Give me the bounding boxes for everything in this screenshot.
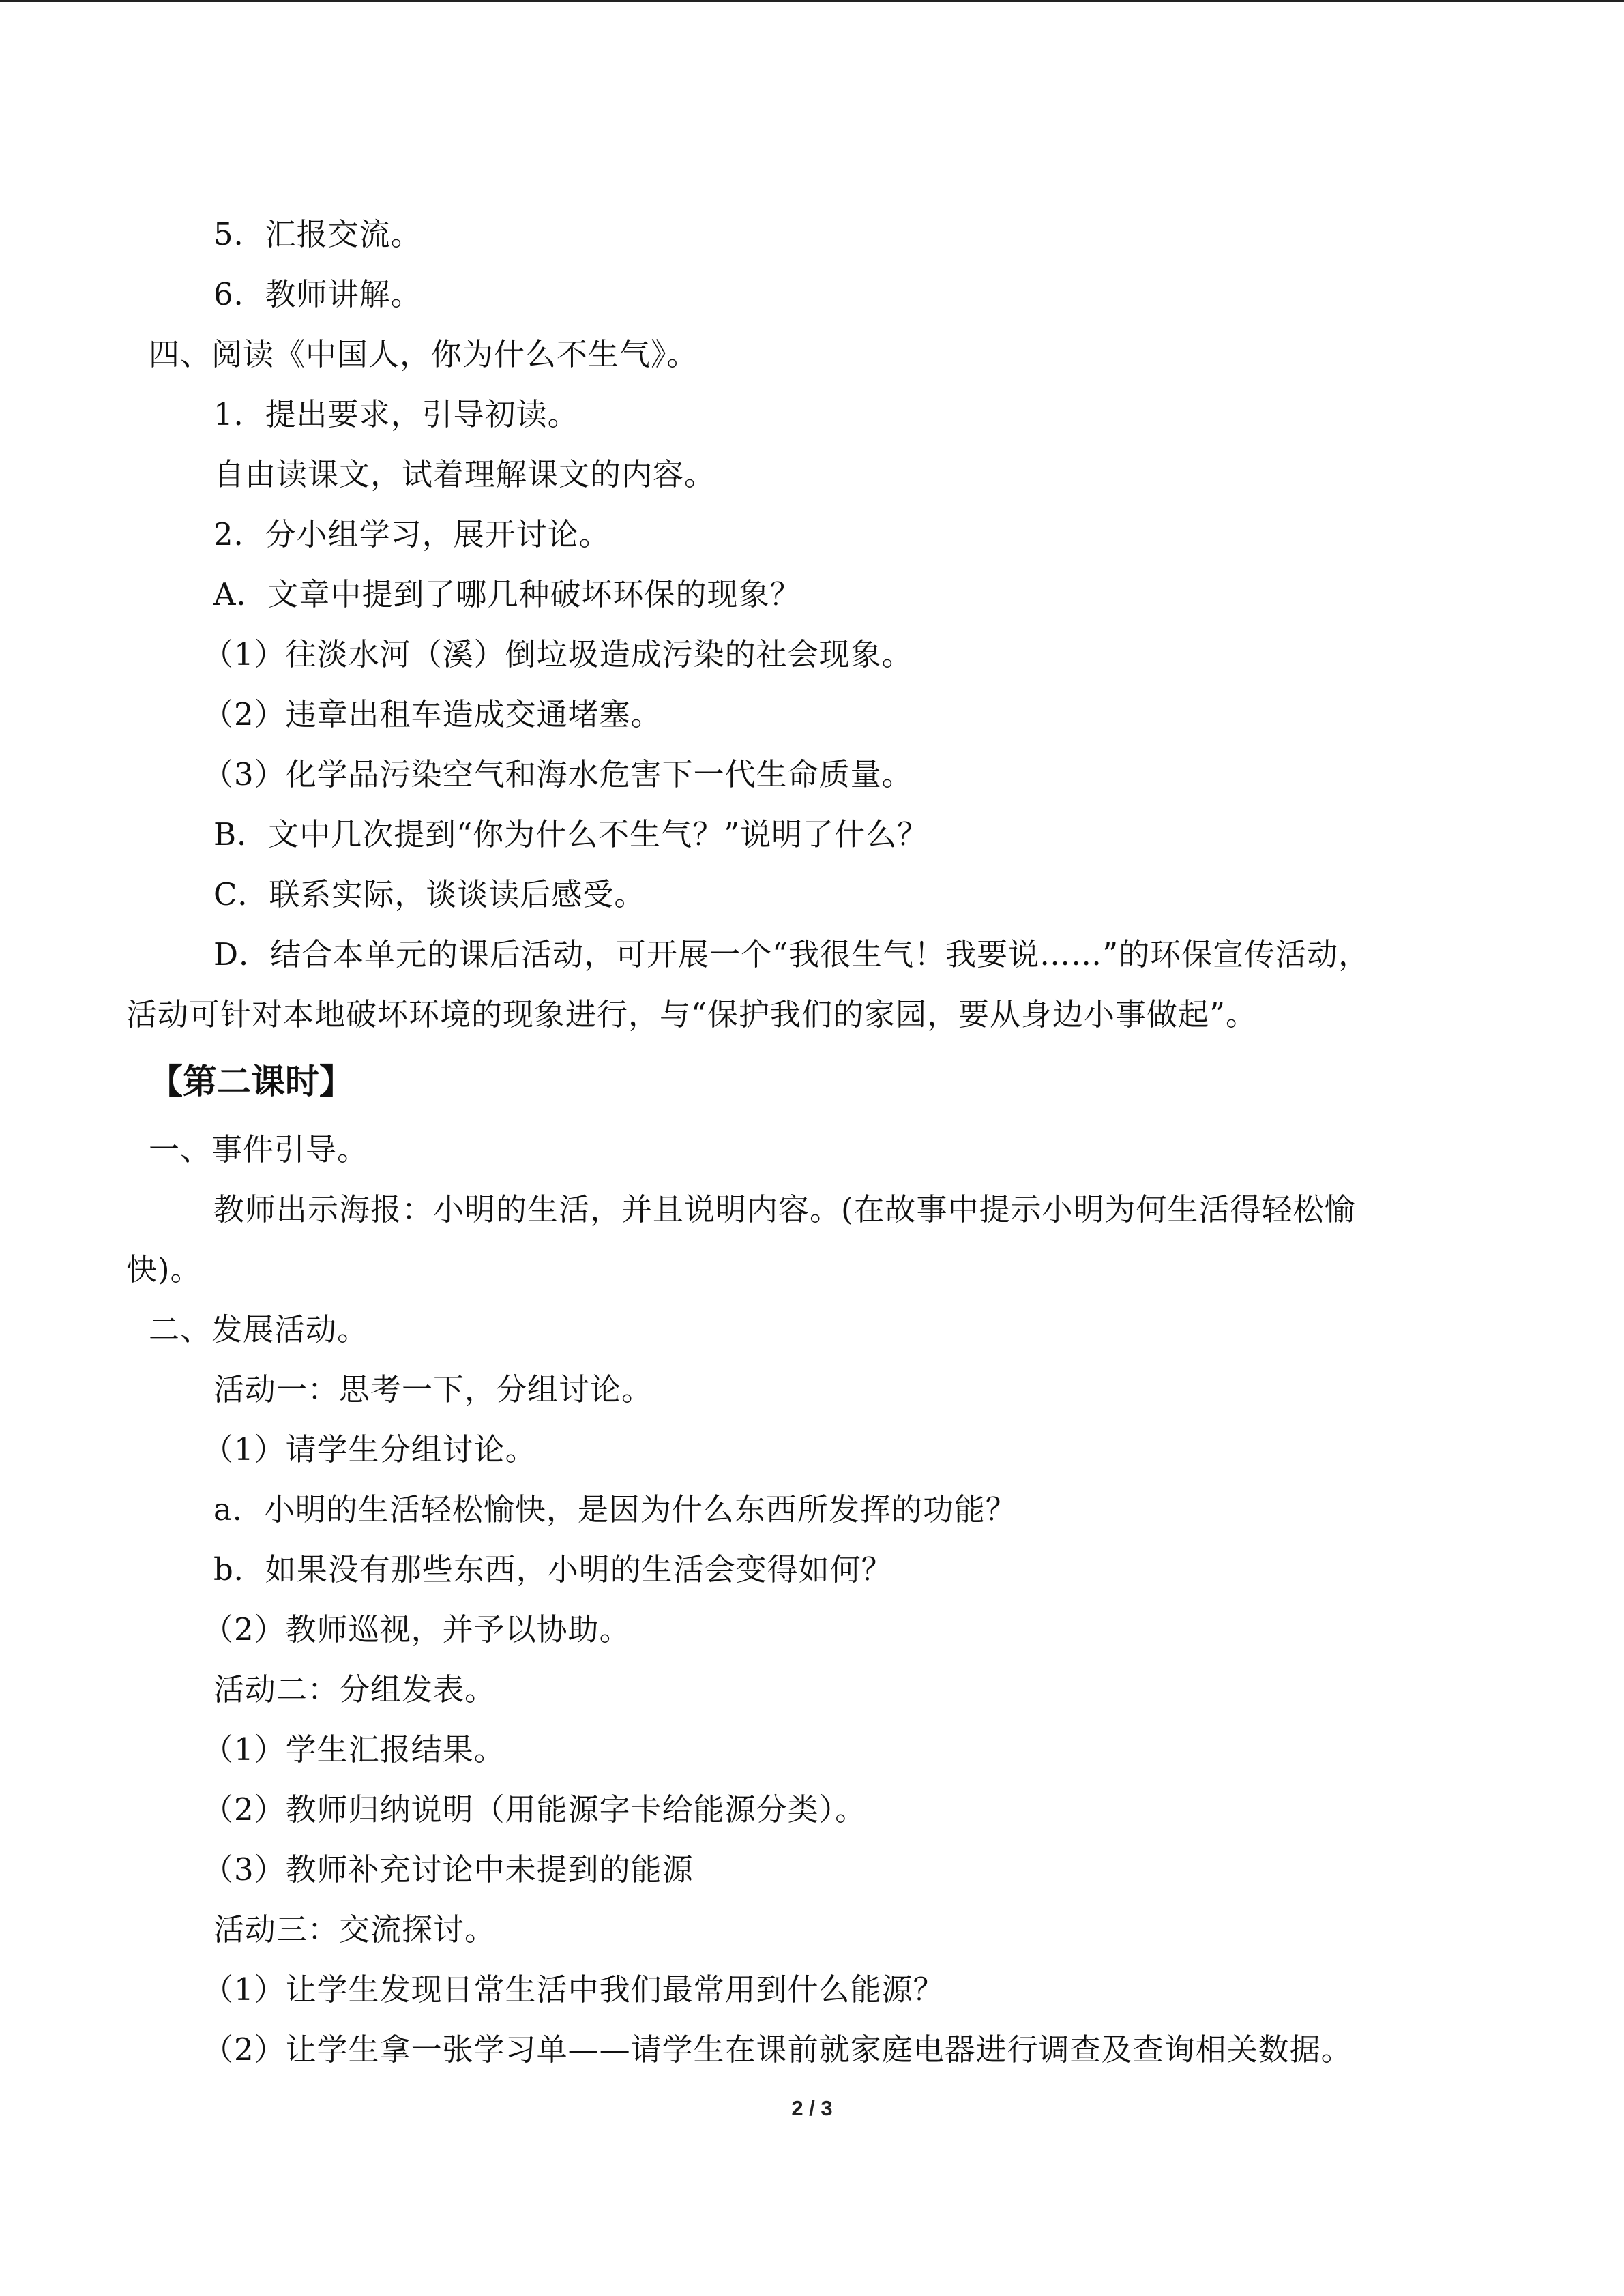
text-line: 活动一：思考一下，分组讨论。 — [213, 1371, 653, 1407]
text-line: C．联系实际，谈谈读后感受。 — [213, 876, 646, 912]
text-line: 快)。 — [126, 1251, 202, 1287]
top-border-line — [0, 0, 1624, 2]
text-line: 二、发展活动。 — [149, 1311, 369, 1347]
text-line: （2）教师归纳说明（用能源字卡给能源分类）。 — [203, 1791, 867, 1828]
text-line: 活动三：交流探讨。 — [213, 1911, 497, 1948]
page-number: 2 / 3 — [791, 2096, 833, 2120]
text-line: 一、事件引导。 — [149, 1131, 369, 1167]
text-line: （1）往淡水河（溪）倒垃圾造成污染的社会现象。 — [203, 636, 913, 672]
text-line: （1）学生汇报结果。 — [203, 1731, 505, 1768]
text-line: B．文中几次提到“你为什么不生气？”说明了什么？ — [213, 816, 929, 852]
text-line: （3）教师补充讨论中未提到的能源 — [203, 1851, 694, 1888]
text-line: 2．分小组学习，展开讨论。 — [213, 516, 610, 552]
text-line: （2）让学生拿一张学习单——请学生在课前就家庭电器进行调查及查询相关数据。 — [203, 2031, 1353, 2068]
document-body — [126, 205, 1463, 2080]
text-line: b．如果没有那些东西，小明的生活会变得如何？ — [213, 1551, 893, 1587]
text-line: D．结合本单元的课后活动，可开展一个“我很生气！我要说……”的环保宣传活动， — [213, 936, 1370, 972]
text-line: 活动可针对本地破坏环境的现象进行，与“保护我们的家园，要从身边小事做起”。 — [126, 996, 1258, 1032]
text-line: A．文章中提到了哪几种破坏环保的现象？ — [213, 576, 801, 612]
text-line: 6．教师讲解。 — [213, 276, 422, 312]
text-line: 5．汇报交流。 — [213, 216, 422, 252]
text-line: （2）教师巡视，并予以协助。 — [203, 1611, 631, 1648]
text-line: （1）让学生发现日常生活中我们最常用到什么能源？ — [203, 1971, 945, 2008]
text-line: （1）请学生分组讨论。 — [203, 1431, 537, 1467]
text-line: a．小明的生活轻松愉快，是因为什么东西所发挥的功能？ — [213, 1491, 1017, 1527]
text-line: 教师出示海报：小明的生活，并且说明内容。(在故事中提示小明为何生活得轻松愉 — [213, 1191, 1356, 1227]
section-heading: 【第二课时】 — [149, 1062, 353, 1101]
section-lesson-one-continued — [126, 205, 1463, 1045]
text-line: （2）违章出租车造成交通堵塞。 — [203, 696, 662, 732]
text-line: 自由读课文，试着理解课文的内容。 — [213, 456, 716, 492]
text-line: 1．提出要求，引导初读。 — [213, 396, 579, 432]
text-line: （3）化学品污染空气和海水危害下一代生命质量。 — [203, 756, 913, 792]
text-line: 四、阅读《中国人，你为什么不生气》。 — [149, 336, 698, 372]
text-line: 活动二：分组发表。 — [213, 1671, 497, 1708]
section-lesson-two — [126, 1120, 1463, 2080]
